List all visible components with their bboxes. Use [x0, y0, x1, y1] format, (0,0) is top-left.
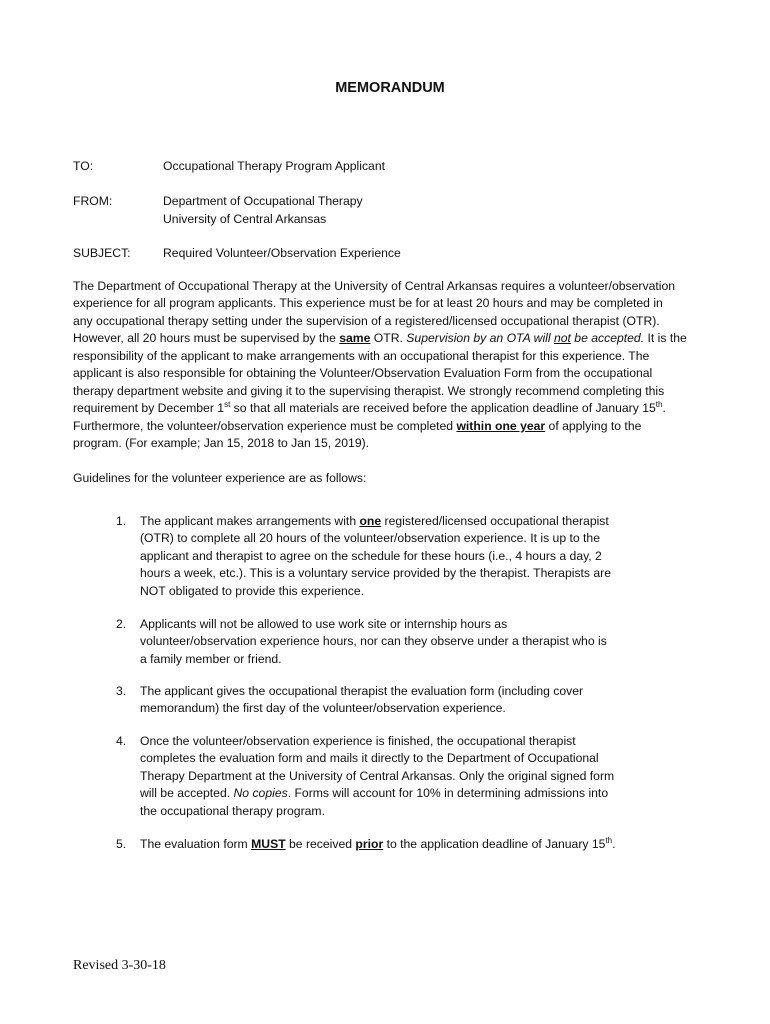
subject-value: Required Volunteer/Observation Experience — [163, 246, 401, 260]
subject-label: SUBJECT: — [73, 246, 131, 260]
from-line-2: University of Central Arkansas — [163, 211, 327, 226]
body-line: therapy department website and giving it to the supervising therapist. We strongly recommend completing this — [73, 383, 665, 398]
body-line: requirement by December 1st so that all materials are received before the application deadline of January 15th. — [73, 400, 666, 416]
from-value — [163, 193, 663, 228]
body-line: Furthermore, the volunteer/observation experience must be completed within one year of applying to the — [73, 418, 642, 433]
list-text: Once the volunteer/observation experience is finished, the occupational therapist completes the evaluation form and mails it directly to the Department of Occupational Therapy Department at the University of Central Arkansas. Only the original signed form will be accepted. No copies. Forms will account for 10% in determining admissions into the occupational therapy program. — [140, 734, 615, 818]
emphasis-same: same — [339, 331, 371, 346]
from-line-1: Department of Occupational Therapy — [163, 194, 363, 208]
list-number: 5. — [116, 837, 127, 851]
body-line: program. (For example; Jan 15, 2018 to Jan 15, 2019). — [73, 436, 370, 451]
emphasis-must: MUST — [251, 837, 286, 851]
body-line: The Department of Occupational Therapy at the University of Central Arkansas requires a volunteer/observation — [73, 279, 676, 293]
emphasis-prior: prior — [355, 837, 384, 851]
to-value: Occupational Therapy Program Applicant — [163, 159, 385, 173]
emphasis-within-one-year: within one year — [456, 418, 546, 433]
body-line: applicant is also responsible for obtaining the Volunteer/Observation Evaluation Form from the occupational — [73, 366, 653, 381]
list-text: The applicant gives the occupational therapist the evaluation form (including cover memorandum) the first day of the volunteer/observation experience. — [140, 684, 584, 716]
body-line: responsibility of the applicant to make arrangements with an occupational therapist for this experience. The — [73, 348, 650, 363]
list-text: The applicant makes arrangements with one registered/licensed occupational therapist (OTR) to complete all 20 hours of the volunteer/observation experience. It is up to the applicant and therapist to agree on the schedule for these hours (i.e., 4 hours a day, 2 hours a week, etc.). This is a voluntary service provided by the therapist. Therapists are NOT obligated to provide this experience. — [140, 514, 612, 598]
list-number: 4. — [116, 734, 127, 748]
list-number: 2. — [116, 617, 127, 631]
revision-footer: Revised 3-30-18 — [73, 958, 166, 973]
guidelines-intro: Guidelines for the volunteer experience are as follows: — [73, 471, 367, 485]
body-paragraph — [73, 278, 713, 453]
list-text: Applicants will not be allowed to use work site or internship hours as volunteer/observation experience hours, nor can they observe under a therapist who is a family member or friend. — [140, 617, 607, 666]
emphasis-one: one — [359, 514, 382, 528]
document-title: MEMORANDUM — [335, 80, 445, 96]
to-label: TO: — [73, 159, 94, 173]
body-line: any occupational therapy setting under the supervision of a registered/licensed occupational therapist (OTR). — [73, 313, 660, 328]
body-line: experience for all program applicants. This experience must be for at least 20 hours and may be completed in — [73, 296, 663, 311]
body-line: However, all 20 hours must be supervised by the same OTR. Supervision by an OTA will not be accepted. It is the — [73, 331, 687, 346]
emphasis-not: not — [553, 331, 571, 346]
from-label: FROM: — [73, 194, 113, 208]
list-number: 3. — [116, 684, 127, 698]
list-number: 1. — [116, 514, 127, 528]
emphasis-no-copies: No copies — [233, 786, 288, 801]
list-text: The evaluation form MUST be received prior to the application deadline of January 15th. — [140, 836, 616, 851]
